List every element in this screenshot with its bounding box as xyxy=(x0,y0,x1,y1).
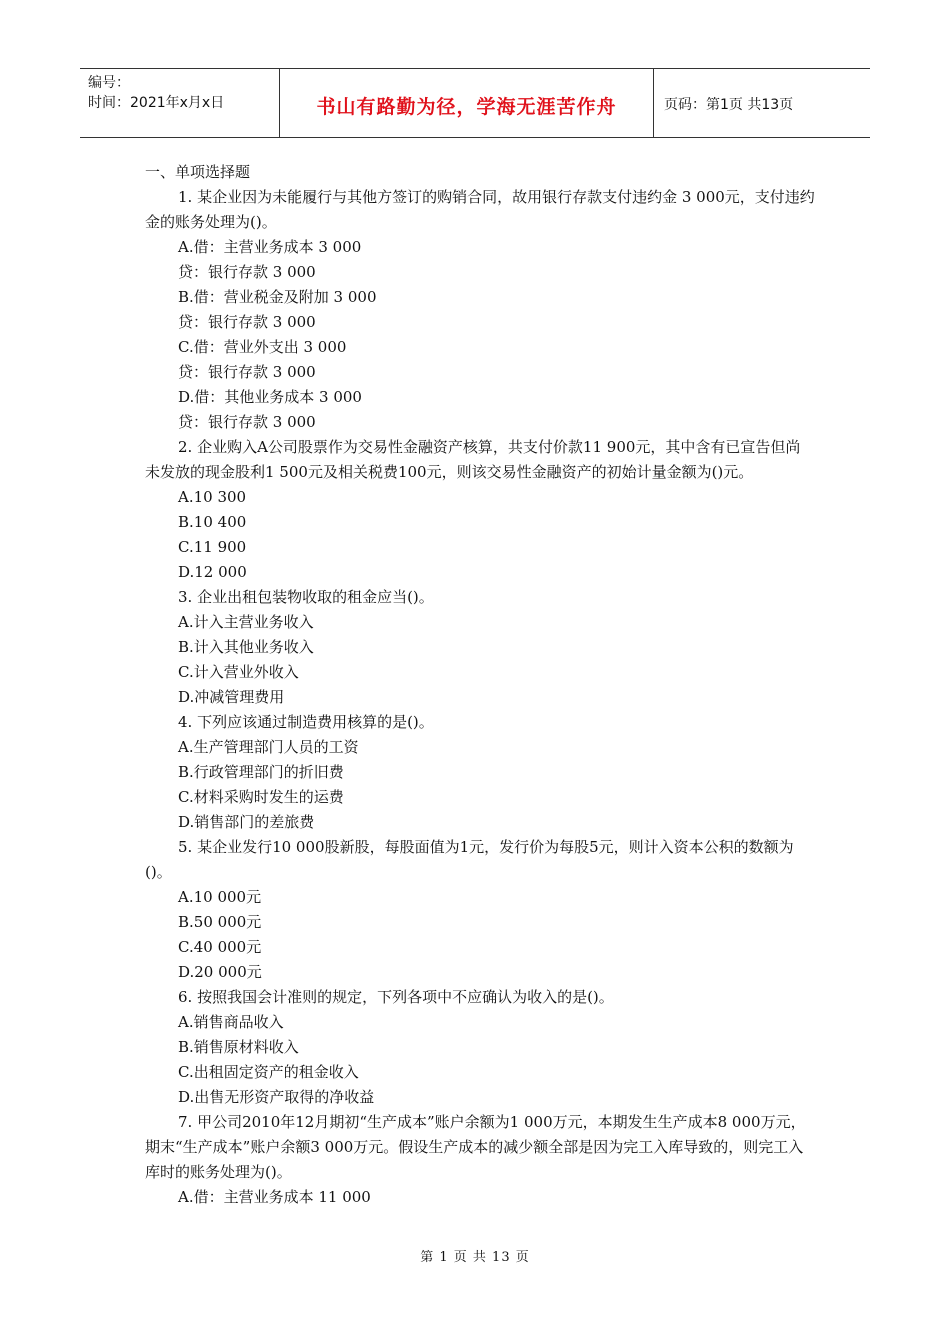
answer-option: C.计入营业外收入 xyxy=(178,663,299,681)
answer-option: C.材料采购时发生的运费 xyxy=(178,788,344,806)
answer-option: B.行政管理部门的折旧费 xyxy=(178,763,344,781)
header-motto-cell xyxy=(280,69,654,137)
question-text: 4. 下列应该通过制造费用核算的是()。 xyxy=(178,713,434,731)
answer-option: 贷：银行存款 3 000 xyxy=(178,363,316,381)
answer-option: A.生产管理部门人员的工资 xyxy=(178,738,359,756)
answer-option: D.20 000元 xyxy=(178,963,262,981)
number-label: 编号： xyxy=(88,75,130,91)
answer-option: 贷：银行存款 3 000 xyxy=(178,413,316,431)
question-text: 1. 某企业因为未能履行与其他方签订的购销合同，故用银行存款支付违约金 3 000元，支付违约金的账务处理为()。 xyxy=(145,188,815,231)
page-header xyxy=(80,68,870,138)
question-text: 5. 某企业发行10 000股新股，每股面值为1元，发行价为每股5元，则计入资本公积的数额为()。 xyxy=(145,838,794,881)
answer-option: A.10 300 xyxy=(178,488,247,506)
answer-option: C.借：营业外支出 3 000 xyxy=(178,338,347,356)
section-title: 一、单项选择题 xyxy=(145,163,251,181)
time-label: 时间：2021年x月x日 xyxy=(88,95,225,111)
question-text: 6. 按照我国会计准则的规定，下列各项中不应确认为收入的是()。 xyxy=(178,988,614,1006)
page-footer: 第 1 页 共 13 页 xyxy=(420,1250,530,1265)
header-page-cell xyxy=(654,71,870,137)
question-list xyxy=(145,185,815,1210)
question-text: 2. 企业购入A公司股票作为交易性金融资产核算，共支付价款11 900元，其中含有已宣告但尚未发放的现金股利1 500元及相关税费100元，则该交易性金融资产的初始计量金额为()元。 xyxy=(145,438,801,481)
answer-option: B.销售原材料收入 xyxy=(178,1038,299,1056)
document-body xyxy=(145,160,815,1210)
answer-option: C.11 900 xyxy=(178,538,247,556)
answer-option: D.冲减管理费用 xyxy=(178,688,285,706)
answer-option: A.销售商品收入 xyxy=(178,1013,284,1031)
answer-option: 贷：银行存款 3 000 xyxy=(178,263,316,281)
answer-option: D.12 000 xyxy=(178,563,247,581)
answer-option: B.50 000元 xyxy=(178,913,262,931)
page-info: 页码：第1页 共13页 xyxy=(664,97,794,113)
answer-option: A.10 000元 xyxy=(178,888,262,906)
answer-option: D.销售部门的差旅费 xyxy=(178,813,315,831)
motto: 书山有路勤为径，学海无涯苦作舟 xyxy=(316,95,617,118)
answer-option: B.计入其他业务收入 xyxy=(178,638,314,656)
answer-option: C.40 000元 xyxy=(178,938,262,956)
answer-option: C.出租固定资产的租金收入 xyxy=(178,1063,359,1081)
answer-option: D.出售无形资产取得的净收益 xyxy=(178,1088,375,1106)
answer-option: D.借：其他业务成本 3 000 xyxy=(178,388,362,406)
answer-option: A.计入主营业务收入 xyxy=(178,613,314,631)
question-text: 7. 甲公司2010年12月期初“生产成本”账户余额为1 000万元，本期发生生产成本8 000万元，期末“生产成本”账户余额3 000万元。假设生产成本的减少额全部是因为完工入库导致的，则完工入库时的账务处理为()。 xyxy=(145,1113,806,1181)
header-meta xyxy=(80,69,280,137)
question-text: 3. 企业出租包装物收取的租金应当()。 xyxy=(178,588,434,606)
answer-option: B.10 400 xyxy=(178,513,247,531)
answer-option: B.借：营业税金及附加 3 000 xyxy=(178,288,377,306)
answer-option: 贷：银行存款 3 000 xyxy=(178,313,316,331)
answer-option: A.借：主营业务成本 11 000 xyxy=(178,1188,371,1206)
answer-option: A.借：主营业务成本 3 000 xyxy=(178,238,362,256)
